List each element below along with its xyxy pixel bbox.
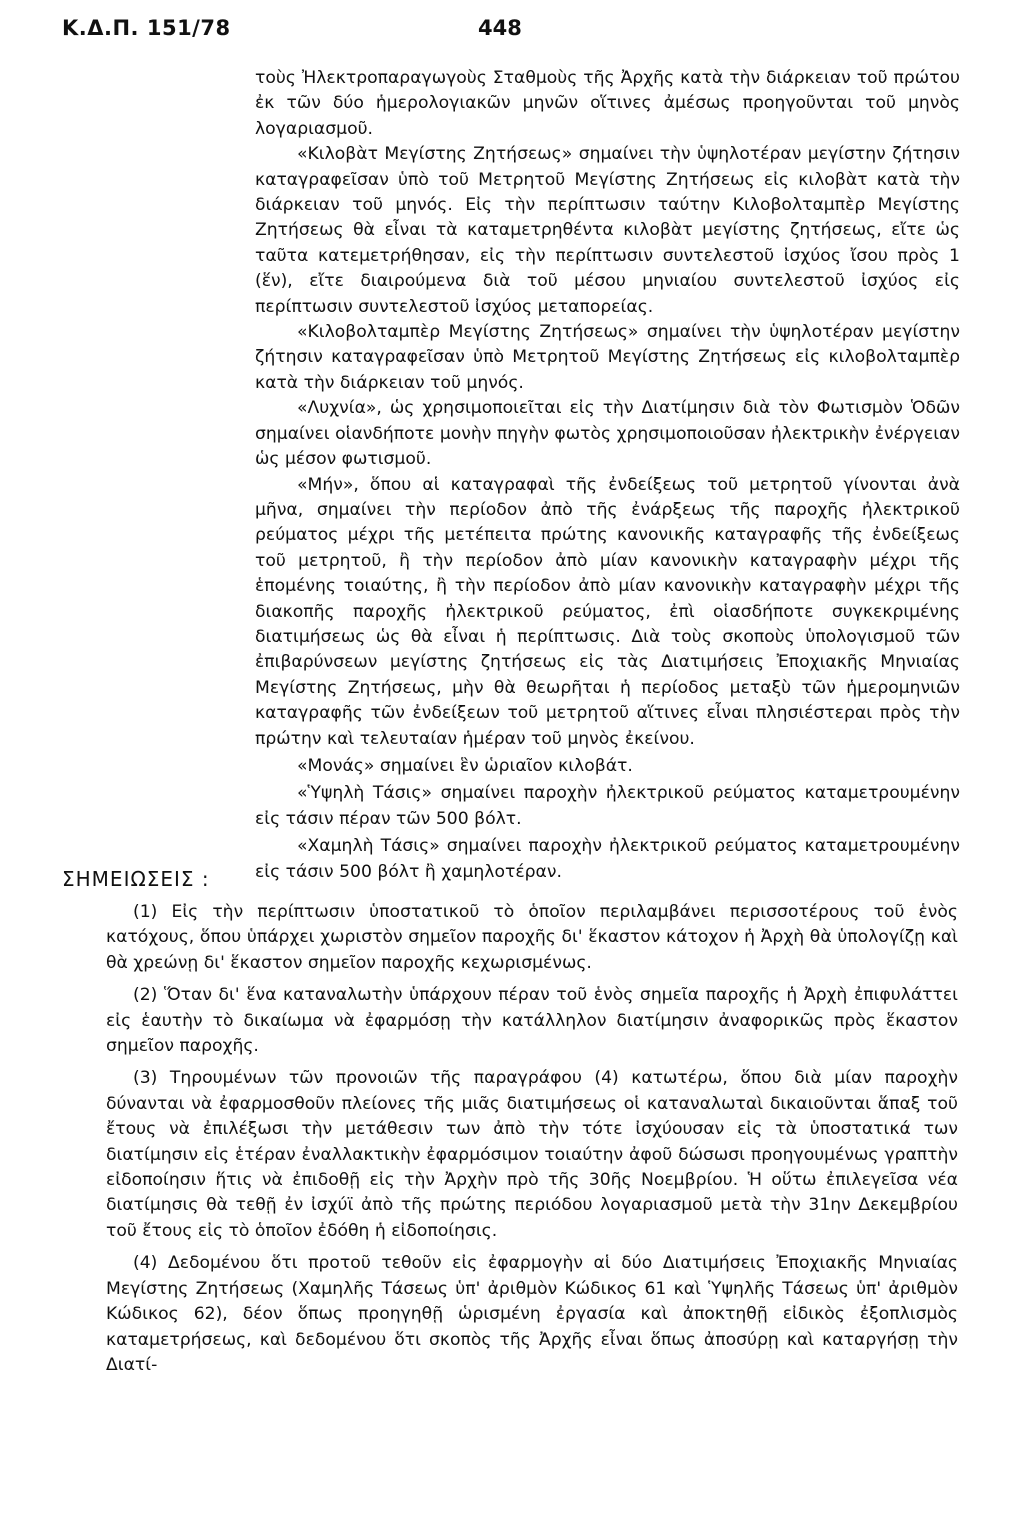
paragraph: «Κιλοβὰτ Μεγίστης Ζητήσεως» σημαίνει τὴν ὑψηλοτέραν μεγίστην ζήτησιν καταγραφεῖσαν ὑπὸ τοῦ Μετρητοῦ Μεγίστης Ζητήσεως εἰς κιλοβὰτ κατὰ τὴν διάρκειαν τοῦ μηνός. Εἰς τὴν περίπτωσιν ταύτην Κιλοβολταμπὲρ Μεγίστης Ζητήσεως θὰ εἶναι τὰ καταμετρηθέντα κιλοβὰτ μεγίστης ζητήσεως, εἴτε ὡς ταῦτα κατεμετρήθησαν, εἰς τὴν περίπτωσιν συντελεστοῦ ἰσχύος ἴσου πρὸς 1 (ἕν), εἴτε διαιρούμενα διὰ τοῦ μέσου μηνιαίου συντελεστοῦ ἰσχύος εἰς περίπτωσιν συντελεστοῦ ἰσχύος μεταπορείας. xyxy=(255,144,960,317)
paragraph: «Μήν», ὅπου αἱ καταγραφαὶ τῆς ἐνδείξεως τοῦ μετρητοῦ γίνονται ἀνὰ μῆνα, σημαίνει τὴν περίοδον ἀπὸ τῆς ἐνάρξεως τῆς παροχῆς ἠλεκτρικοῦ ρεύματος μέχρι τῆς μετέπειτα πρώτης κανονικῆς καταγραφῆς τῆς ἐνδείξεως τοῦ μετρητοῦ, ἢ τὴν περίοδον ἀπὸ μίαν κανονικὴν καταγραφὴν μέχρι τῆς ἑπομένης τοιαύτης, ἢ τὴν περίοδον ἀπὸ μίαν κανονικὴν καταγραφὴν μέχρι τῆς διακοπῆς παροχῆς ἠλεκτρικοῦ ρεύματος, ἐπὶ οἱασδήποτε συγκεκριμένης διατιμήσεως ὡς θὰ εἶναι ἡ περίπτωσις. Διὰ τοὺς σκοποὺς ὑπολογισμοῦ τῶν ἐπιβαρύνσεων μεγίστης ζητήσεως εἰς τὰς Διατιμήσεις Ἐποχιακῆς Μηνιαίας Μεγίστης Ζητήσεως, μὴν θὰ θεωρῆται ἡ περίοδος μεταξὺ τῶν ἡμερομηνιῶν καταγραφῆς τῶν ἐνδείξεων τοῦ μετρητοῦ αἵτινες εἶναι πλησιέστεραι πρὸς τὴν πρώτην καὶ τελευταίαν ἡμέραν τοῦ μηνὸς ἐκείνου. xyxy=(255,474,960,749)
paragraph: «Κιλοβολταμπὲρ Μεγίστης Ζητήσεως» σημαίνει τὴν ὑψηλοτέραν μεγίστην ζήτησιν καταγραφεῖσαν ὑπὸ Μετρητοῦ Μεγίστης Ζητήσεως εἰς κιλοβολταμπὲρ κατὰ τὴν διάρκειαν τοῦ μηνός. xyxy=(255,322,960,393)
notes-heading: ΣΗΜΕΙΩΣΕΙΣ : xyxy=(62,867,210,891)
paragraph: τοὺς Ἠλεκτροπαραγωγοὺς Σταθμοὺς τῆς Ἀρχῆς κατὰ τὴν διάρκειαν τοῦ πρώτου ἐκ τῶν δύο ἡμερολογιακῶν μηνῶν οἵτινες ἀμέσως προηγοῦνται τοῦ μηνὸς λογαριασμοῦ. xyxy=(255,68,960,139)
paragraph: «Μονάς» σημαίνει ἓν ὡριαῖον κιλοβάτ. xyxy=(297,755,633,776)
note-item: (1) Εἰς τὴν περίπτωσιν ὑποστατικοῦ τὸ ὁποῖον περιλαμβάνει περισσοτέρους τοῦ ἑνὸς κατόχους, ὅπου ὑπάρχει χωριστὸν σημεῖον παροχῆς δι' ἕκαστον κάτοχον ἡ Ἀρχὴ θὰ ὑπολογίζῃ καὶ θὰ χρεώνῃ δι' ἕκαστον σημεῖον παροχῆς κεχωρισμένως. xyxy=(106,902,958,973)
document-reference: Κ.Δ.Π. 151/78 xyxy=(62,16,231,40)
notes-section xyxy=(106,900,958,1385)
paragraph: «Χαμηλὴ Τάσις» σημαίνει παροχὴν ἠλεκτρικοῦ ρεύματος καταμετρουμένην εἰς τάσιν 500 βόλτ ἢ χαμηλοτέραν. xyxy=(255,836,960,882)
note-item: (2) Ὅταν δι' ἕνα καταναλωτὴν ὑπάρχουν πέραν τοῦ ἑνὸς σημεῖα παροχῆς ἡ Ἀρχὴ ἐπιφυλάττει εἰς ἑαυτὴν τὸ δικαίωμα νὰ ἐφαρμόσῃ τὴν κατάλληλον διατίμησιν ἀναφορικῶς πρὸς ἕκαστον σημεῖον παροχῆς. xyxy=(106,985,958,1057)
note-item: (3) Τηρουμένων τῶν προνοιῶν τῆς παραγράφου (4) κατωτέρω, ὅπου διὰ μίαν παροχὴν δύνανται νὰ ἐφαρμοσθοῦν πλείονες τῆς μιᾶς διατιμήσεως οἱ καταναλωταὶ δικαιοῦνται ἅπαξ τοῦ ἔτους νὰ ἐπιλέξωσι τὴν μετάθεσιν των ἀπὸ τὴν τότε ἰσχύουσαν εἰς τὰ ὑποστατικά των διατίμησιν εἰς ἑτέραν ἐναλλακτικὴν ἐφαρμόσιμον τοιαύτην ἀφοῦ δώσωσι προηγουμένως γραπτὴν εἰδοποίησιν ἥτις νὰ ἐπιδοθῇ εἰς τὴν Ἀρχὴν πρὸ τῆς 30ῆς Νοεμβρίου. Ἡ οὕτω ἐπιλεγεῖσα νέα διατίμησις θὰ τεθῇ ἐν ἰσχύϊ ἀπὸ τῆς πρώτης περιόδου λογαριασμοῦ μετὰ τὴν 31ην Δεκεμβρίου τοῦ ἔτους εἰς τὸ ὁποῖον ἐδόθη ἡ εἰδοποίησις. xyxy=(106,1068,958,1241)
definitions-section xyxy=(255,66,960,885)
page-number: 448 xyxy=(478,16,522,40)
note-item: (4) Δεδομένου ὅτι προτοῦ τεθοῦν εἰς ἐφαρμογὴν αἱ δύο Διατιμήσεις Ἐποχιακῆς Μηνιαίας Μεγίστης Ζητήσεως (Χαμηλῆς Τάσεως ὑπ' ἀριθμὸν Κώδικος 61 καὶ Ὑψηλῆς Τάσεως ὑπ' ἀριθμὸν Κώδικος 62), δέον ὅπως προηγηθῇ ὡρισμένη ἐργασία καὶ ἀποκτηθῇ εἰδικὸς ἐξοπλισμὸς καταμετρήσεως, καὶ δεδομένου ὅτι σκοπὸς τῆς Ἀρχῆς εἶναι ὅπως ἀποσύρῃ καὶ καταργήσῃ τὴν Διατί- xyxy=(106,1253,958,1375)
paragraph: «Ὑψηλὴ Τάσις» σημαίνει παροχὴν ἠλεκτρικοῦ ρεύματος καταμετρουμένην εἰς τάσιν πέραν τῶν 500 βόλτ. xyxy=(255,783,960,829)
paragraph: «Λυχνία», ὡς χρησιμοποιεῖται εἰς τὴν Διατίμησιν διὰ τὸν Φωτισμὸν Ὁδῶν σημαίνει οἱανδήποτε μονὴν πηγὴν φωτὸς χρησιμοποιοῦσαν ἠλεκτρικὴν ἐνέργειαν ὡς μέσον φωτισμοῦ. xyxy=(255,398,960,470)
